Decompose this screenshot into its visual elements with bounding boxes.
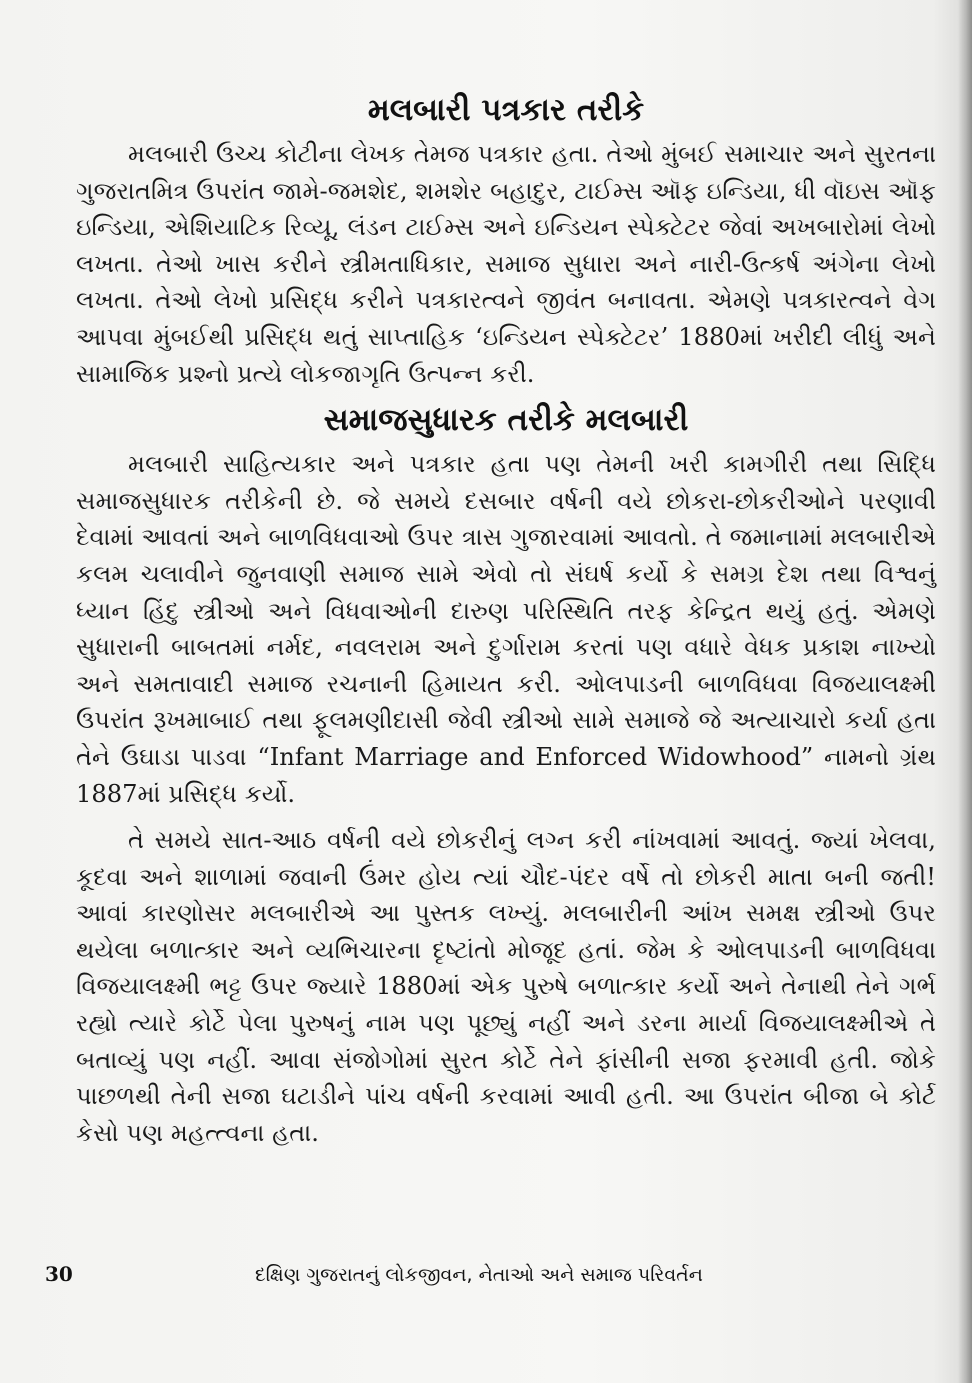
page-content: [76, 88, 936, 1151]
section-heading-social-reformer: સમાજસુધારક તરીકે મલબારી: [323, 402, 689, 439]
paragraph-journalist: મલબારી ઉચ્ચ કોટીના લેખક તેમજ પત્રકાર હતા. તેઓ મુંબઈ સમાચાર અને સુરતના ગુજરાતમિત્ર ઉપરાંત જામે-જમશેદ, શમશેર બહાદુર, ટાઈમ્સ ઑફ ઇન્ડિયા, ધી વૉઇસ ઑફ ઇન્ડિયા, એશિયાટિક રિવ્યૂ, લંડન ટાઈમ્સ અને ઇન્ડિયન સ્પેક્ટેટર જેવાં અખબારોમાં લેખો લખતા. તેઓ ખાસ કરીને સ્ત્રીમતાધિકાર, સમાજ સુધારા અને નારી-ઉત્કર્ષ અંગેના લેખો લખતા. તેઓ લેખો પ્રસિદ્ધ કરીને પત્રકારત્વને જીવંત બનાવતા. એમણે પત્રકારત્વને વેગ આપવા મુંબઈથી પ્રસિદ્ધ થતું સાપ્તાહિક ‘ઇન્ડિયન સ્પેક્ટેટર’ 1880માં ખરીદી લીધું અને સામાજિક પ્રશ્નો પ્રત્યે લોકજાગૃતિ ઉત્પન્ન કરી.: [76, 140, 936, 388]
paragraph-social-reformer-1: મલબારી સાહિત્યકાર અને પત્રકાર હતા પણ તેમની ખરી કામગીરી તથા સિદ્ધિ સમાજસુધારક તરીકેની છે. જે સમયે દસબાર વર્ષની વયે છોકરા-છોકરીઓને પરણાવી દેવામાં આવતાં અને બાળવિધવાઓ ઉપર ત્રાસ ગુજારવામાં આવતો. તે જમાનામાં મલબારીએ કલમ ચલાવીને જુનવાણી સમાજ સામે એવો તો સંઘર્ષ કર્યો કે સમગ્ર દેશ તથા વિશ્વનું ધ્યાન હિંદુ સ્ત્રીઓ અને વિધવાઓની દારુણ પરિસ્થિતિ તરફ કેન્દ્રિત થયું હતું. એમણે સુધારાની બાબતમાં નર્મદ, નવલરામ અને દુર્ગારામ કરતાં પણ વધારે વેધક પ્રકાશ નાખ્યો અને સમતાવાદી સમાજ રચનાની હિમાયત કરી. ઓલપાડની બાળવિધવા વિજયાલક્ષ્મી ઉપરાંત રૂખમાબાઈ તથા ફૂલમણીદાસી જેવી સ્ત્રીઓ સામે સમાજે જે અત્યાચારો કર્યા હતા તેને ઉઘાડા પાડવા “Infant Marriage and Enforced Widowhood” નામનો ગ્રંથ 1887માં પ્રસિદ્ધ કર્યો.: [76, 450, 936, 808]
running-book-title: દક્ષિણ ગુજરાતનું લોકજીવન, નેતાઓ અને સમાજ પરિવર્તન: [255, 1264, 703, 1286]
paragraph-social-reformer-2: તે સમયે સાત-આઠ વર્ષની વયે છોકરીનું લગ્ન કરી નાંખવામાં આવતું. જ્યાં ખેલવા, કૂદવા અને શાળામાં જવાની ઉંમર હોય ત્યાં ચૌદ-પંદર વર્ષે તો છોકરી માતા બની જતી! આવાં કારણોસર મલબારીએ આ પુસ્તક લખ્યું. મલબારીની આંખ સમક્ષ સ્ત્રીઓ ઉપર થયેલા બળાત્કાર અને વ્યભિચારના દૃષ્ટાંતો મોજૂદ હતાં. જેમ કે ઓલપાડની બાળવિધવા વિજયાલક્ષ્મી ભટ્ટ ઉપર જ્યારે 1880માં એક પુરુષે બળાત્કાર કર્યો અને તેનાથી તેને ગર્ભ રહ્યો ત્યારે કોર્ટે પેલા પુરુષનું નામ પણ પૂછ્યું નહીં અને ડરના માર્યા વિજયાલક્ષ્મીએ તે બતાવ્યું પણ નહીં. આવા સંજોગોમાં સુરત કોર્ટે તેને ફાંસીની સજા ફરમાવી હતી. જોકે પાછળથી તેની સજા ઘટાડીને પાંચ વર્ષની કરવામાં આવી હતી. આ ઉપરાંત બીજા બે કોર્ટ કેસો પણ મહત્ત્વના હતા.: [76, 826, 936, 1147]
page-footer: [0, 1262, 972, 1292]
page-number: 30: [45, 1262, 73, 1286]
page-binding-shadow: [958, 0, 972, 1383]
section-heading-journalist: મલબારી પત્રકાર તરીકે: [367, 92, 645, 128]
